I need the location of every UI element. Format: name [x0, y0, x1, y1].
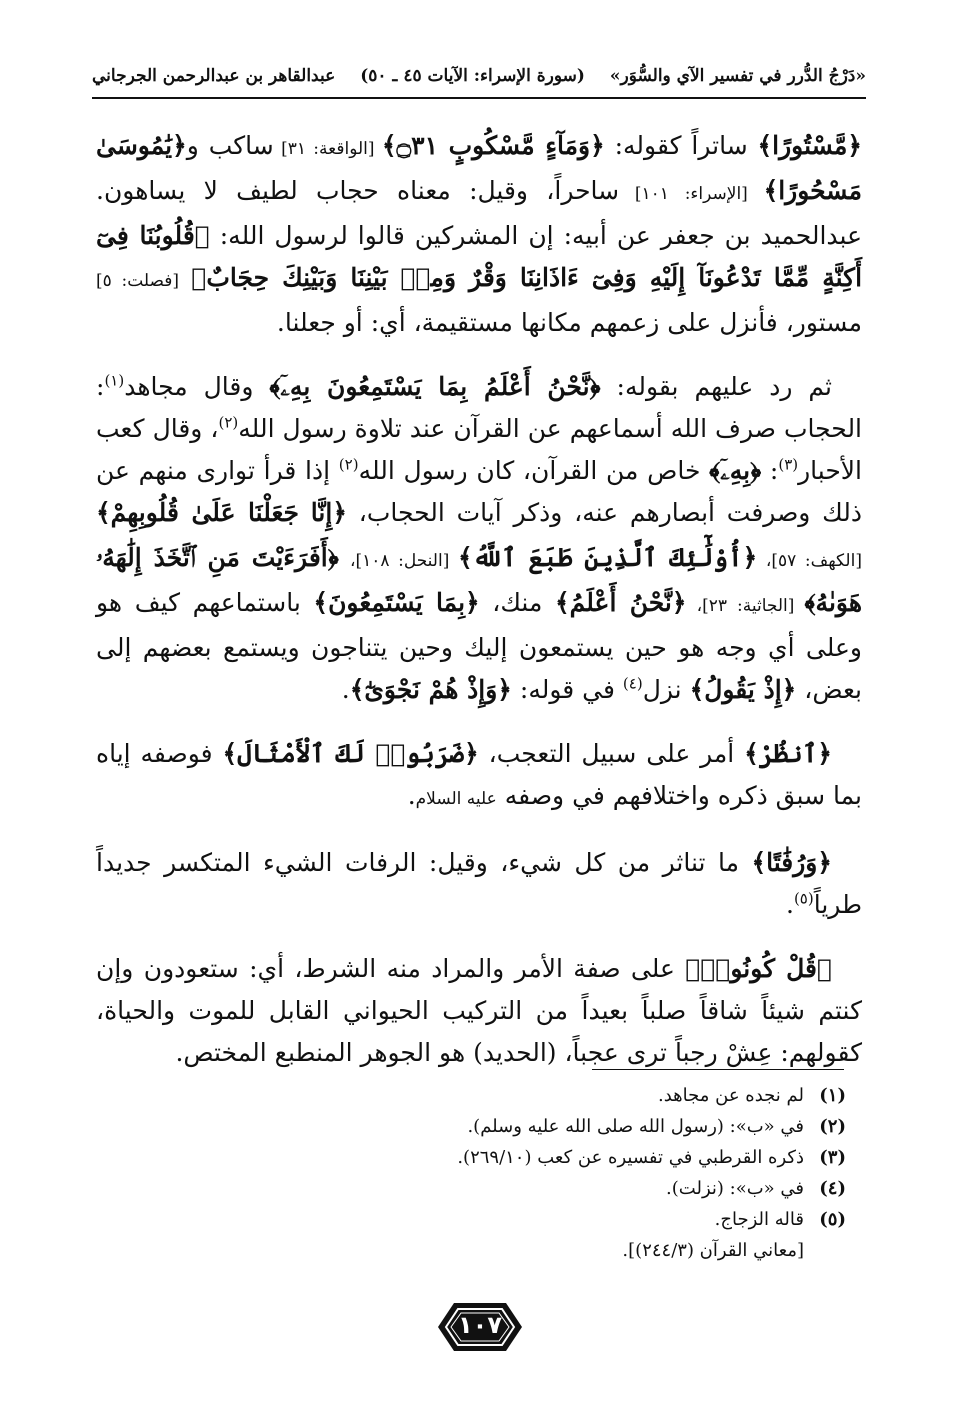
- footnote-item: [96, 1173, 846, 1204]
- text-run: وقال مجاهد: [124, 372, 270, 401]
- footnote-number: (٣): [819, 1147, 846, 1168]
- footnote-item: [96, 1111, 846, 1142]
- footnote-continuation: [معاني القرآن (٢٤٤/٣)].: [622, 1240, 804, 1261]
- text-run: .: [785, 890, 794, 919]
- text-run: إذا قرأ: [263, 456, 339, 485]
- verse-reference: [النحل: ١٠٨]،: [349, 551, 458, 571]
- footnote-text: قاله الزجاج.: [714, 1209, 804, 1230]
- quran-quote: ﴿أُوْلَٰٓئِكَ ٱلَّذِينَ طَبَعَ ٱللَّهُ﴾: [457, 543, 758, 572]
- footnote-item: [96, 1080, 846, 1111]
- quran-quote: ﴿بِهِۦٓ﴾: [709, 456, 762, 485]
- footnote-divider: [592, 1069, 844, 1070]
- header-divider: [92, 97, 866, 99]
- footnote-item: [96, 1142, 846, 1173]
- text-run: ما تناثر من كل شيء، وقيل: الرفات الشيء المتكسر جديداً: [96, 848, 752, 877]
- quran-quote: ﴿ٱنظُرْ﴾: [744, 739, 832, 768]
- text-run: سبق ذكره واختلافهم في وصفه: [496, 781, 826, 810]
- footnote-text: في «ب»: (نزلت).: [666, 1178, 804, 1199]
- text-run: توارى منهم عن ذلك وصرفت أبصارهم عنه، وذكر آيات الحجاب،: [96, 456, 862, 527]
- verse-reference: [الكهف: ٥٧]،: [757, 551, 862, 571]
- text-run: ويستمع بعضهم إلى بعض،: [96, 633, 862, 704]
- text-run: ساحراً، وقيل: معناه حجاب لطيف لا: [203, 176, 620, 205]
- quran-quote: ﴿وَمَآءٍ مَّسْكُوبٍ ۝٣١﴾: [381, 131, 605, 160]
- paragraph: [96, 125, 862, 344]
- text-run: أمر على سبيل التعجب،: [478, 739, 745, 768]
- page-number-ornament: [434, 1299, 526, 1355]
- footnote-marker: (٢): [338, 455, 359, 474]
- text-run: فوصفه إياه بما: [96, 739, 862, 810]
- quran-quote: ﴿وَرُفَٰتًا﴾: [751, 848, 832, 877]
- paragraph: [96, 366, 862, 711]
- quran-quote: ﴿إِذْ يَقُولُ﴾: [689, 675, 797, 704]
- text-run: مستور، فأنزل على زعمهم مكانها مستقيمة، أي: أو جعلنا.: [276, 308, 862, 337]
- text-run: الحجاب صرف الله أسماعهم عن القرآن عند تلاوة رسول الله: [238, 414, 863, 443]
- quran-quote: ﴿بِمَا يَسْتَمِعُونَ﴾: [313, 588, 480, 617]
- footnote-number: (٢): [819, 1116, 846, 1137]
- text-run: كقولهم: عِشْ رجباً ترى عجباً، (الحديد) هو الجوهر المنطبع المختص.: [175, 1038, 862, 1067]
- paragraph: [96, 733, 862, 820]
- quran-quote: ﴿وَإِذْ هُمْ نَجْوَىٰٓ﴾: [349, 675, 512, 704]
- footnote-text: ذكره القرطبي في تفسيره عن كعب (٢٦٩/١٠).: [457, 1147, 804, 1168]
- quran-quote: ﴿إِنَّا: [310, 498, 347, 527]
- quran-quote: ﴿قُلُوبُنَا فِىٓ أَكِنَّةٍ مِّمَّا تَدْعُونَآ إِلَيْهِ وَفِىٓ ءَاذَانِنَا وَقْرٌ وَمِنۢ بَيْنِنَا وَبَيْنِكَ حِجَابٌ﴾: [96, 221, 863, 292]
- quran-quote: ﴿أَفَرَءَيْتَ مَنِ ٱتَّخَذَ إِلَٰهَهُۥ هَوَىٰهُ﴾: [96, 543, 863, 617]
- text-run: باستماعهم كيف هو وعلى أي وجه هو حين يستمعون إليك وحين يتناجون: [96, 588, 863, 662]
- page-header: [92, 62, 866, 90]
- text-run: ثم رد عليهم بقوله:: [600, 372, 833, 401]
- footnote-number: (١): [819, 1085, 846, 1106]
- quran-quote: ﴿مَّسْتُورًا﴾: [757, 131, 862, 160]
- text-run: يساهون. عبدالحميد بن جعفر عن أبيه: إن المشركين قالوا لرسول الله:: [96, 176, 862, 250]
- quran-quote: ﴿ضَرَبُوا۟ لَكَ ٱلْأَمْثَالَ﴾: [222, 739, 479, 768]
- verse-reference: عليه السلام: [415, 789, 497, 809]
- verse-reference: [فصلت: ٥]: [96, 271, 180, 291]
- quran-quote: جَعَلْنَا عَلَىٰ قُلُوبِهِمْ﴾: [96, 498, 299, 527]
- footnote-marker: (٤): [622, 674, 643, 693]
- text-run: ، وقال: [152, 414, 219, 443]
- footnote-marker: (١): [104, 371, 125, 390]
- surah-info: (سورة الإسراء: الآيات ٤٥ ـ ٥٠): [360, 66, 585, 86]
- quran-quote: ﴿يَٰمُوسَىٰ مَسْحُورًا﴾: [96, 131, 862, 205]
- book-title: «دَرْجُ الدُّرر في تفسير الآي والسُّوَر»: [609, 66, 866, 86]
- footnote-text: في «ب»: (رسول الله صلى الله عليه وسلم).: [467, 1116, 804, 1137]
- text-run: .: [341, 675, 350, 704]
- quran-quote: ﴿قُلْ كُونُوا۟﴾: [685, 954, 832, 983]
- text-run: في قوله:: [511, 675, 623, 704]
- paragraph: [96, 842, 862, 926]
- footnote-text: لم نجده عن مجاهد.: [658, 1085, 804, 1106]
- footnotes: [96, 1080, 846, 1266]
- footnote-number: (٤): [819, 1178, 846, 1199]
- text-run: ساتراً كقوله:: [604, 131, 758, 160]
- text-run: على صفة الأمر والمراد منه الشرط، أي: ستعودون وإن: [96, 954, 686, 983]
- footnote-marker: (٢): [218, 413, 239, 432]
- text-run: خاص من القرآن، كان رسول الله: [358, 456, 710, 485]
- text-run: كنتم شيئاً شاقاً صلباً بعيداً من التركيب الحيواني القابل للموت والحياة،: [96, 996, 862, 1025]
- text-run: ساكب: [208, 131, 274, 160]
- quran-quote: ﴿نَّحْنُ أَعْلَمُ﴾: [554, 588, 687, 617]
- footnote-marker: (٥): [793, 889, 814, 908]
- footnote-item: [96, 1204, 846, 1235]
- text-run: كعب الأحبار: [96, 414, 863, 485]
- text-run: :: [96, 372, 105, 401]
- text-run: .: [407, 781, 416, 810]
- footnote-number: (٥): [819, 1209, 846, 1230]
- text-run: نزل: [642, 675, 690, 704]
- text-run: :: [761, 456, 779, 485]
- paragraph: [96, 948, 862, 1074]
- author-name: عبدالقاهر بن عبدالرحمن الجرجاني: [92, 66, 336, 86]
- text-run: و: [186, 131, 199, 160]
- main-text: [96, 125, 862, 1096]
- text-run: طرياً: [813, 890, 862, 919]
- footnote-marker: (٣): [778, 455, 799, 474]
- quran-quote: ﴿نَّحْنُ أَعْلَمُ بِمَا يَسْتَمِعُونَ بِهِۦٓ﴾: [269, 372, 601, 401]
- text-run: منك،: [479, 588, 555, 617]
- page-number: ١٠٧: [458, 1311, 502, 1339]
- verse-reference: [الإسراء: ١٠١]: [619, 184, 764, 204]
- verse-reference: [الواقعة: ٣١]: [273, 139, 382, 159]
- verse-reference: [الجاثية: ٢٣]،: [686, 596, 805, 616]
